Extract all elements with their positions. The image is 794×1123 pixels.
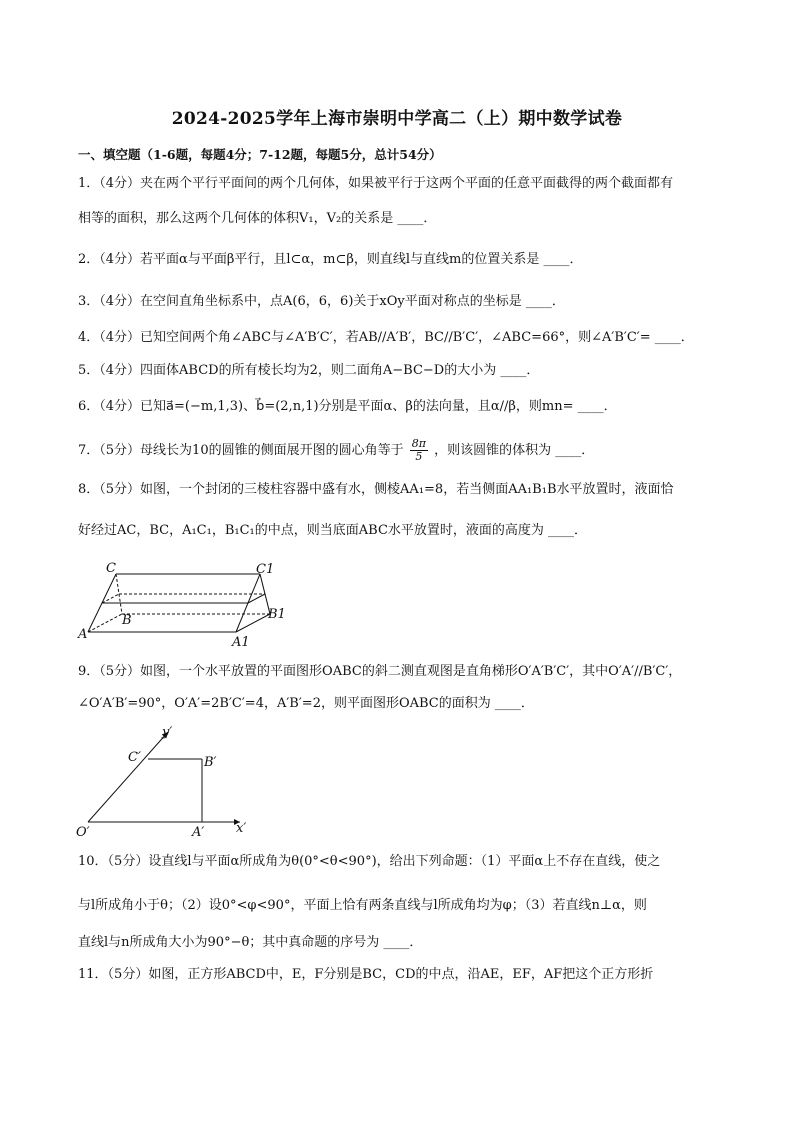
label-A1: A1 <box>232 635 250 650</box>
label-A-prime: A′ <box>192 825 205 840</box>
trapezoid-figure <box>76 722 266 840</box>
label-y-axis: y′ <box>162 725 173 740</box>
question-7 <box>78 438 728 463</box>
question-7-text-after: ，则该圆锥的体积为 ____． <box>434 443 595 458</box>
question-1-line-2: 相等的面积，那么这两个几何体的体积V₁，V₂的关系是 ____． <box>78 211 437 226</box>
label-O-prime: O′ <box>76 825 90 840</box>
question-10-line-2: 与l所成角小于θ；（2）设0°<φ<90°，平面上恰有两条直线与l所成角均为φ；（3）若直线n⊥α，则 <box>78 898 647 913</box>
label-C: C <box>106 561 116 576</box>
question-8-line-2: 好经过AC，BC，A₁C₁，B₁C₁的中点，则当底面ABC水平放置时，液面的高度为 ____． <box>78 523 588 538</box>
question-7-text-before: 7．（5分）母线长为10的圆锥的侧面展开图的圆心角等于 <box>78 443 404 458</box>
label-x-axis: x′ <box>236 821 247 836</box>
section-heading: 一、填空题（1-6题，每题4分；7-12题，每题5分，总计54分） <box>78 147 442 162</box>
label-A: A <box>78 627 88 642</box>
label-B-prime: B′ <box>204 755 217 770</box>
prism-figure <box>78 560 298 652</box>
label-B: B <box>122 613 132 628</box>
question-5: 5．（4分）四面体ABCD的所有棱长均为2，则二面角A−BC−D的大小为 ____． <box>78 363 540 378</box>
question-9-line-2: ∠O′A′B′=90°，O′A′=2B′C′=4，A′B′=2，则平面图形OABC的面积为 ____． <box>78 696 534 711</box>
page-title: 2024-2025学年上海市崇明中学高二（上）期中数学试卷 <box>171 109 623 129</box>
question-10-line-3: 直线l与n所成角大小为90°−θ；其中真命题的序号为 ____． <box>78 935 423 950</box>
fraction-denominator: 5 <box>415 450 423 463</box>
question-7-fraction <box>410 438 428 463</box>
fraction-numerator: 8π <box>411 437 426 450</box>
question-9-line-1: 9．（5分）如图，一个水平放置的平面图形OABC的斜二测直观图是直角梯形O′A′B′C′，其中O′A′//B′C′， <box>78 664 682 679</box>
label-C1: C1 <box>256 562 275 577</box>
question-8-line-1: 8．（5分）如图，一个封闭的三棱柱容器中盛有水，侧棱AA₁=8，若当侧面AA₁B₁B水平放置时，液面恰 <box>78 482 674 497</box>
question-10-line-1: 10．（5分）设直线l与平面α所成角为θ(0°<θ<90°)，给出下列命题：（1）平面α上不存在直线，使之 <box>78 854 661 869</box>
question-2: 2．（4分）若平面α与平面β平行，且l⊂α，m⊂β，则直线l与直线m的位置关系是 ____． <box>78 252 583 267</box>
question-1-line-1: 1．（4分）夹在两个平行平面间的两个几何体，如果被平行于这两个平面的任意平面截得的两个截面都有 <box>78 176 674 191</box>
question-11-line-1: 11．（5分）如图，正方形ABCD中，E，F分别是BC，CD的中点，沿AE，EF，AF把这个正方形折 <box>78 967 654 982</box>
question-3: 3．（4分）在空间直角坐标系中，点A(6，6，6)关于xOy平面对称点的坐标是 ____． <box>78 294 565 309</box>
label-C-prime: C′ <box>128 750 141 765</box>
question-6: 6．（4分）已知a⃗=(−m,1,3)、b⃗=(2,n,1)分别是平面α、β的法向量，且α//β，则mn= ____． <box>78 399 617 414</box>
question-4: 4．（4分）已知空间两个角∠ABC与∠A′B′C′，若AB//A′B′，BC//B′C′，∠ABC=66°，则∠A′B′C′= ____． <box>78 330 694 345</box>
label-B1: B1 <box>268 607 286 622</box>
